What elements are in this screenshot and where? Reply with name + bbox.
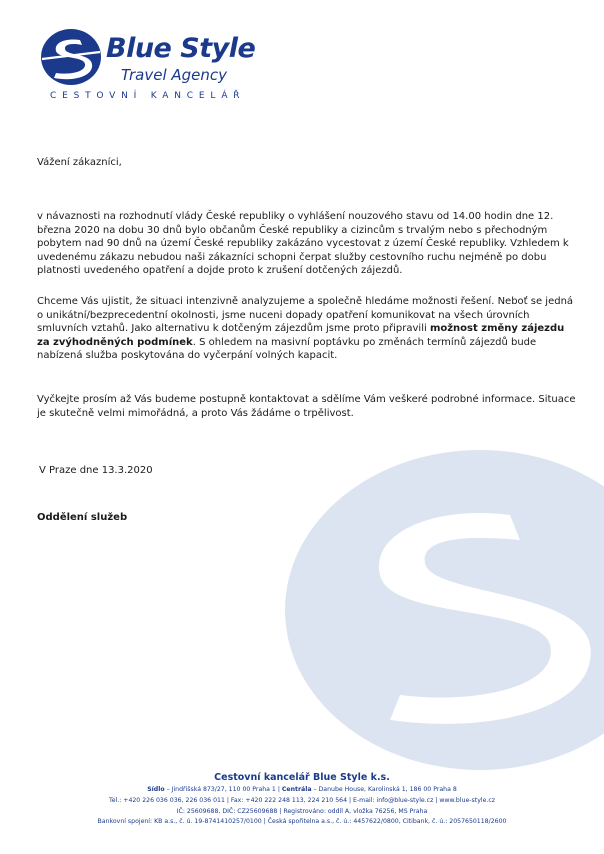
letter-date: V Praze dne 13.3.2020 — [39, 465, 153, 476]
brand-tagline: CESTOVNÍ KANCELÁŘ — [50, 91, 246, 101]
footer-label-hq: Centrála — [281, 786, 312, 793]
signature-department: Oddělení služeb — [37, 512, 128, 523]
footer — [20, 771, 584, 828]
paragraph-2 — [37, 295, 577, 363]
footer-company-name: Cestovní kancelář Blue Style k.s. — [214, 772, 390, 783]
paragraph-3: Vyčkejte prosím až Vás budeme postupně kontaktovat a sdělíme Vám veškeré podrobné informace. Situace je skutečně velmi mimořádná, a proto Vás žádáme o trpělivost. — [37, 394, 576, 419]
brand-name: Blue Style — [106, 33, 256, 64]
footer-label-seat: Sídlo — [147, 786, 165, 793]
company-logo — [40, 26, 300, 106]
paragraph-2-highlight: možnost změny zájezdu za zvýhodněných podmínek — [37, 323, 565, 348]
brand-subtitle: Travel Agency — [121, 66, 228, 84]
footer-seat-address: – Jindřišská 873/27, 110 00 Praha 1 | — [164, 786, 282, 793]
logo-s-icon — [40, 26, 102, 88]
footer-registration: IČ: 25609688, DIČ: CZ25609688 | Registrováno: oddíl A, vložka 76256, MS Praha — [176, 807, 428, 815]
paragraph-2-text-a: Chceme Vás ujistit, že situaci intenzivně analyzujeme a společně hledáme možnosti řešení. Neboť se jedná o unikátní/bezprecedentní okolnosti, jsme nuceni dopady opatření komunikovat na všech úrovních smluvních vztahů. Jako alternativu k dotčeným zájezdům jsme proto připravili — [37, 296, 574, 334]
footer-bank: Bankovní spojení: KB a.s., č. ú. 19-8741410257/0100 | Česká spořitelna a.s., č. ú.: 4457622/0800, Citibank, č. ú.: 2057650118/2600 — [97, 818, 507, 826]
watermark-s-logo — [280, 445, 604, 775]
footer-addresses — [20, 785, 584, 796]
footer-contacts: Tel.: +420 226 036 036, 226 036 011 | Fax: +420 222 248 113, 224 210 564 | E-mail: info@blue-style.cz | www.blue-style.cz — [108, 796, 495, 804]
paragraph-2-text-b: . S ohledem na masivní poptávku po změnách termínů zájezdů bude nabízená služba poskytována do vyčerpání volných kapacit. — [37, 336, 537, 361]
salutation: Vážení zákazníci, — [37, 157, 122, 168]
paragraph-1: v návaznosti na rozhodnutí vlády České republiky o vyhlášení nouzového stavu od 14.00 hodin dne 12. března 2020 na dobu 30 dnů bylo občanům České republiky a cizincům s trvalým nebo s přechodným pobytem nad 90 dnů na území České republiky zakázáno vycestovat z území České republiky. Vzhledem k uvedenému zákazu nebudou naši zákazníci schopni čerpat služby cestovního ruchu nejméně po dobu platnosti uvedeného opatření a dojde proto k zrušení dotčených zájezdů. — [37, 211, 569, 276]
footer-hq-address: – Danube House, Karolinská 1, 186 00 Praha 8 — [311, 786, 457, 793]
